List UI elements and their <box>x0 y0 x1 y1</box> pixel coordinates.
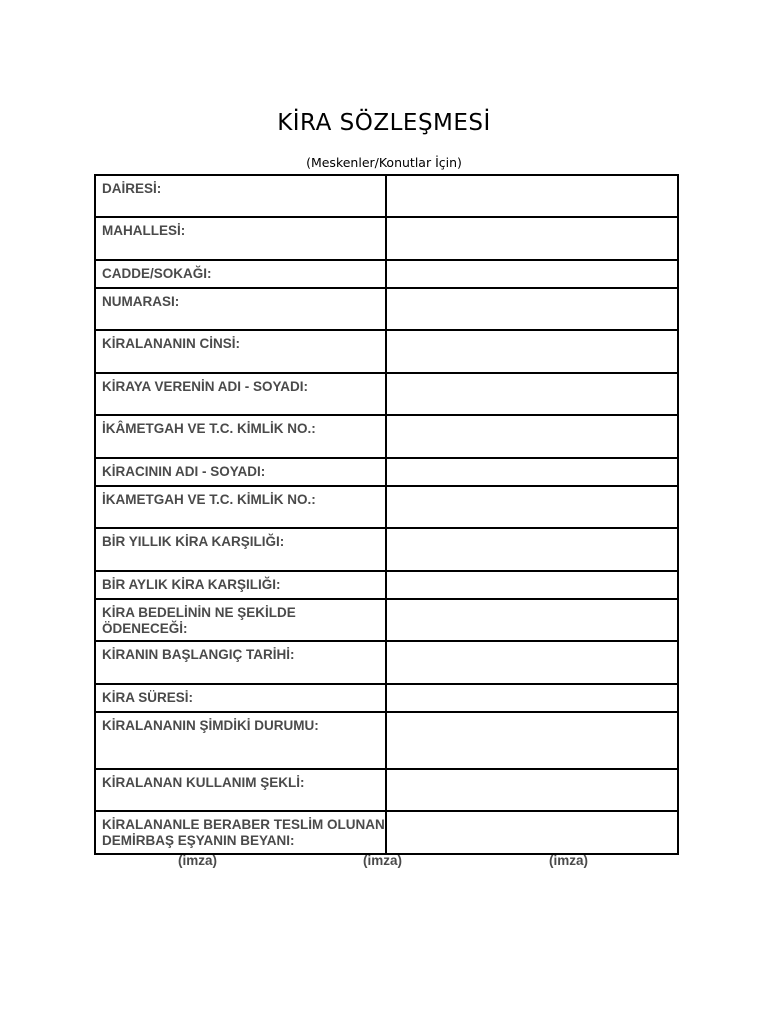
form-value-field[interactable] <box>386 415 678 458</box>
signature-row <box>0 853 768 871</box>
form-label-cell <box>95 486 386 528</box>
form-label: İKAMETGAH VE T.C. KİMLİK NO.: <box>102 492 316 507</box>
form-label: KİRA BEDELİNİN NE ŞEKİLDE ÖDENECEĞİ: <box>102 605 296 636</box>
form-value-field[interactable] <box>386 175 678 217</box>
contract-form-table <box>94 174 679 855</box>
form-label: DAİRESİ: <box>102 181 162 196</box>
signature-label-3: (imza) <box>549 853 589 868</box>
form-label-cell <box>95 288 386 330</box>
form-row-mahallesi <box>95 217 678 260</box>
form-label-cell <box>95 641 386 684</box>
signature-label-2: (imza) <box>363 853 403 868</box>
form-row-baslangic-tarihi <box>95 641 678 684</box>
form-label: KİRACININ ADI - SOYADI: <box>102 464 266 479</box>
form-value-field[interactable] <box>386 571 678 599</box>
form-value-field[interactable] <box>386 811 678 854</box>
form-value-field[interactable] <box>386 486 678 528</box>
form-label: KİRANIN BAŞLANGIÇ TARİHİ: <box>102 647 295 662</box>
form-row-kira-suresi <box>95 684 678 712</box>
form-row-kiraci-adi <box>95 458 678 486</box>
form-row-kiralananin-cinsi <box>95 330 678 373</box>
document-title: KİRA SÖZLEŞMESİ <box>277 110 491 136</box>
form-row-dairesi <box>95 175 678 217</box>
form-label: NUMARASI: <box>102 294 180 309</box>
form-row-simdiki-durum <box>95 712 678 769</box>
form-label-cell <box>95 373 386 415</box>
form-row-yillik-kira <box>95 528 678 571</box>
form-row-kullanim-sekli <box>95 769 678 811</box>
form-label: KİRALANAN KULLANIM ŞEKLİ: <box>102 775 305 790</box>
form-value-field[interactable] <box>386 599 678 641</box>
form-label-cell <box>95 712 386 769</box>
form-label: KİRALANANIN CİNSİ: <box>102 336 240 351</box>
form-label-cell <box>95 175 386 217</box>
form-label-cell <box>95 684 386 712</box>
form-label-cell <box>95 415 386 458</box>
form-value-field[interactable] <box>386 373 678 415</box>
form-label: BİR YILLIK KİRA KARŞILIĞI: <box>102 534 285 549</box>
form-label: BİR AYLIK KİRA KARŞILIĞI: <box>102 577 281 592</box>
form-row-demirbas-esya <box>95 811 678 854</box>
form-value-field[interactable] <box>386 641 678 684</box>
form-row-aylik-kira <box>95 571 678 599</box>
form-row-kiraya-veren-ikametgah <box>95 415 678 458</box>
form-row-kiraci-ikametgah <box>95 486 678 528</box>
form-value-field[interactable] <box>386 528 678 571</box>
form-row-odeme-sekli <box>95 599 678 641</box>
form-value-field[interactable] <box>386 288 678 330</box>
form-label: KİRALANANLE BERABER TESLİM OLUNAN DEMİRBAŞ EŞYANIN BEYANI: <box>102 817 385 848</box>
form-label-cell <box>95 330 386 373</box>
signature-label-1: (imza) <box>178 853 218 868</box>
form-row-kiraya-veren-adi <box>95 373 678 415</box>
form-label: CADDE/SOKAĞI: <box>102 266 212 281</box>
form-label: MAHALLESİ: <box>102 223 186 238</box>
form-label: KİRAYA VERENİN ADI - SOYADI: <box>102 379 309 394</box>
form-row-cadde-sokagi <box>95 260 678 288</box>
form-label-cell <box>95 599 386 641</box>
form-label: KİRA SÜRESİ: <box>102 690 194 705</box>
document-subtitle: (Meskenler/Konutlar İçin) <box>306 155 462 170</box>
form-value-field[interactable] <box>386 330 678 373</box>
form-value-field[interactable] <box>386 217 678 260</box>
form-label-cell <box>95 769 386 811</box>
form-label-cell <box>95 260 386 288</box>
form-label-cell <box>95 458 386 486</box>
form-value-field[interactable] <box>386 260 678 288</box>
form-label: KİRALANANIN ŞİMDİKİ DURUMU: <box>102 718 319 733</box>
form-label: İKÂMETGAH VE T.C. KİMLİK NO.: <box>102 421 316 436</box>
form-row-numarasi <box>95 288 678 330</box>
form-label-cell <box>95 811 386 854</box>
form-value-field[interactable] <box>386 458 678 486</box>
form-label-cell <box>95 217 386 260</box>
form-value-field[interactable] <box>386 684 678 712</box>
form-label-cell <box>95 528 386 571</box>
form-value-field[interactable] <box>386 712 678 769</box>
form-value-field[interactable] <box>386 769 678 811</box>
form-label-cell <box>95 571 386 599</box>
